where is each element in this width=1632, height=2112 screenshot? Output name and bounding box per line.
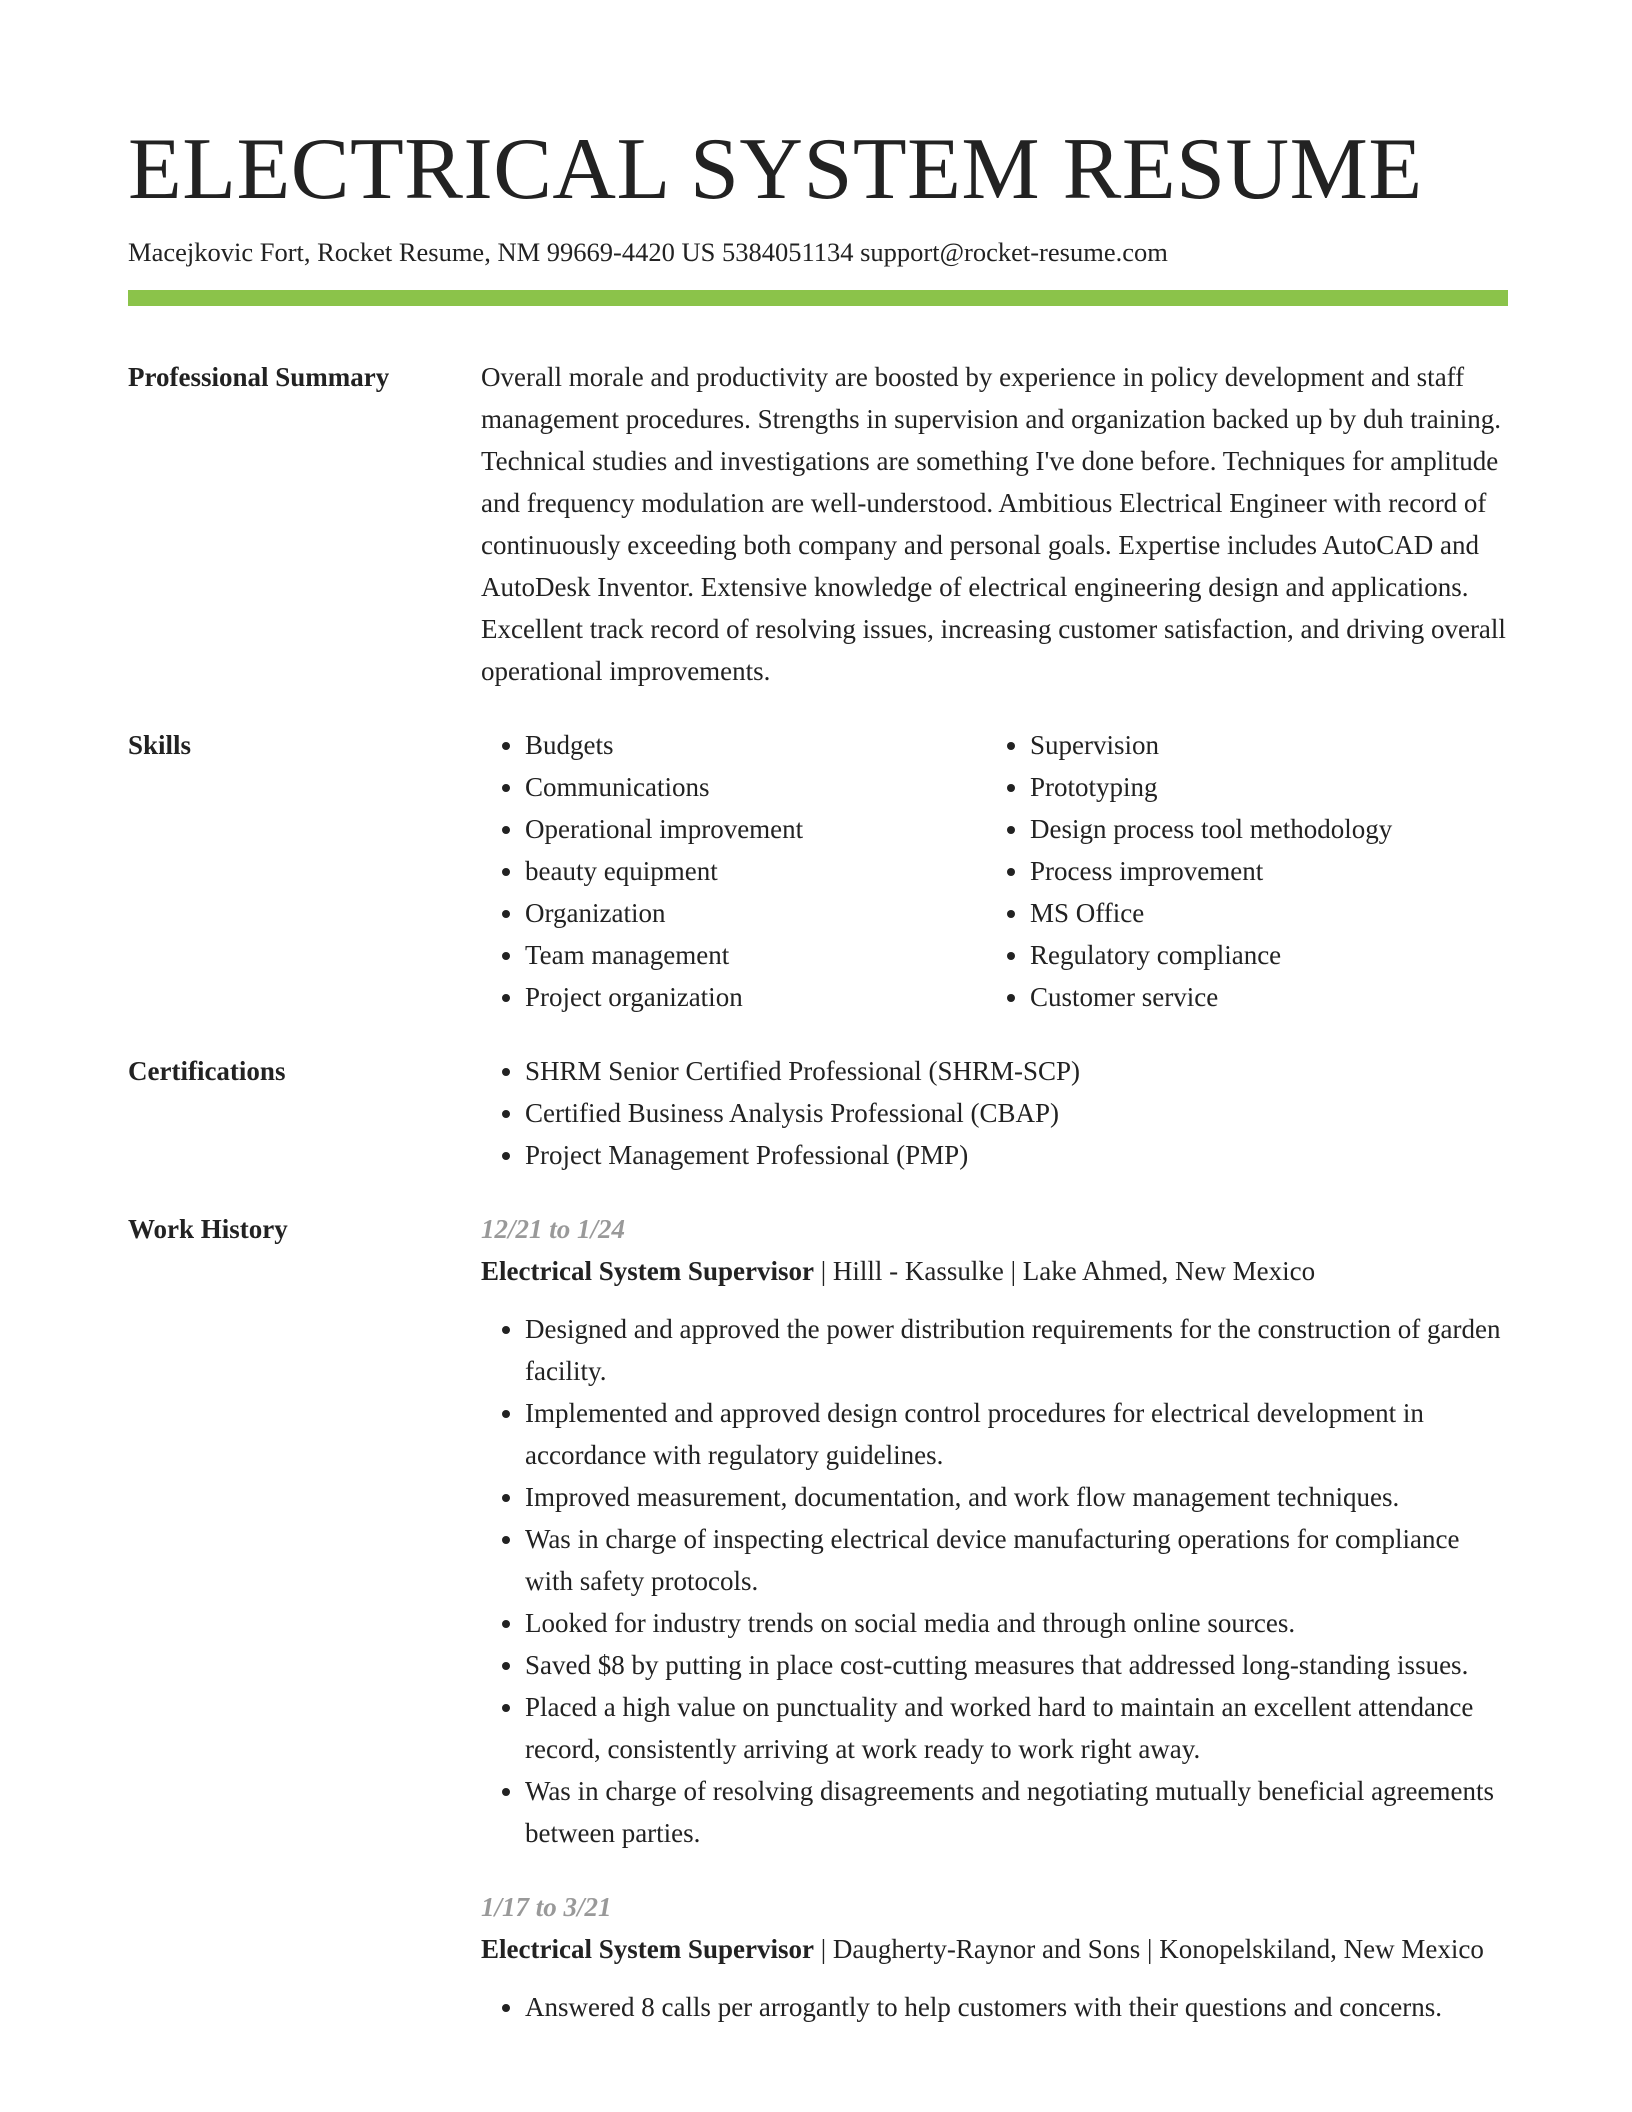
summary-section: [128, 356, 1508, 692]
skill-item: • Regulatory compliance: [1030, 934, 1550, 976]
job-bullet: • Saved $8 by putting in place cost-cutting measures that addressed long-standing issues.: [525, 1644, 1508, 1686]
job-date: 12/21 to 1/24: [481, 1214, 626, 1244]
work-history-body: [481, 1208, 1508, 2028]
job-bullet: • Looked for industry trends on social media and through online sources.: [525, 1602, 1508, 1644]
job-entry: [481, 1208, 1508, 1854]
job-title: Electrical System Supervisor: [481, 1256, 814, 1286]
skill-item: • Project organization: [525, 976, 985, 1018]
accent-divider: [128, 290, 1508, 306]
skill-item: • Process improvement: [1030, 850, 1550, 892]
resume-page: [128, 118, 1508, 2028]
section-label-certifications: Certifications: [128, 1056, 286, 1086]
certifications-body: [481, 1050, 1508, 1176]
skill-item: • Customer service: [1030, 976, 1550, 1018]
job-bullets: [481, 1986, 1508, 2028]
job-bullet: • Implemented and approved design control procedures for electrical development in accordance with regulatory guidelines.: [525, 1392, 1508, 1476]
skill-item: • Budgets: [525, 724, 985, 766]
certification-item: • Certified Business Analysis Professional (CBAP): [525, 1092, 1508, 1134]
job-title: Electrical System Supervisor: [481, 1934, 814, 1964]
job-heading: [481, 1250, 1508, 1292]
section-label-summary: Professional Summary: [128, 362, 390, 392]
resume-title: ELECTRICAL SYSTEM RESUME: [128, 121, 1423, 218]
skill-item: • Supervision: [1030, 724, 1550, 766]
skill-item: • Design process tool methodology: [1030, 808, 1550, 850]
certifications-section: [128, 1050, 1508, 1176]
job-bullet: • Improved measurement, documentation, and work flow management techniques.: [525, 1476, 1508, 1518]
job-entry: [481, 1886, 1508, 2028]
job-heading: [481, 1928, 1508, 1970]
section-label-work-history: Work History: [128, 1214, 288, 1244]
skill-item: • Communications: [525, 766, 985, 808]
certification-item: • SHRM Senior Certified Professional (SHRM-SCP): [525, 1050, 1508, 1092]
skills-list-left: [481, 724, 985, 1018]
job-bullet: • Was in charge of inspecting electrical device manufacturing operations for compliance with safety protocols.: [525, 1518, 1508, 1602]
skill-item: • Team management: [525, 934, 985, 976]
job-bullet: • Answered 8 calls per arrogantly to help customers with their questions and concerns.: [525, 1986, 1508, 2028]
certification-item: • Project Management Professional (PMP): [525, 1134, 1508, 1176]
skills-section: [128, 724, 1508, 1018]
job-bullets: [481, 1308, 1508, 1854]
skills-grid: [481, 724, 1550, 1018]
section-label-skills: Skills: [128, 730, 192, 760]
job-bullet: • Designed and approved the power distribution requirements for the construction of garden facility.: [525, 1308, 1508, 1392]
skill-item: • Prototyping: [1030, 766, 1550, 808]
work-history-section: [128, 1208, 1508, 2028]
skills-list-right: [985, 724, 1550, 1018]
job-date: 1/17 to 3/21: [481, 1892, 612, 1922]
skill-item: • beauty equipment: [525, 850, 985, 892]
contact-line: Macejkovic Fort, Rocket Resume, NM 99669-4420 US 5384051134 support@rocket-resume.com: [128, 237, 1168, 267]
job-employer-location: | Daugherty-Raynor and Sons | Konopelskiland, New Mexico: [813, 1934, 1484, 1964]
job-bullet: • Was in charge of resolving disagreements and negotiating mutually beneficial agreements between parties.: [525, 1770, 1508, 1854]
job-bullet: • Placed a high value on punctuality and worked hard to maintain an excellent attendance record, consistently arriving at work ready to work right away.: [525, 1686, 1508, 1770]
certifications-list: [481, 1050, 1508, 1176]
job-employer-location: | Hilll - Kassulke | Lake Ahmed, New Mexico: [813, 1256, 1316, 1286]
skill-item: • Operational improvement: [525, 808, 985, 850]
skill-item: • MS Office: [1030, 892, 1550, 934]
skill-item: • Organization: [525, 892, 985, 934]
summary-text: Overall morale and productivity are boosted by experience in policy development and staff management procedures. Strengths in supervision and organization backed up by duh training. Technical studies and investigations are something I've done before. Techniques for amplitude and frequency modulation are well-understood. Ambitious Electrical Engineer with record of continuously exceeding both company and personal goals. Expertise includes AutoCAD and AutoDesk Inventor. Extensive knowledge of electrical engineering design and applications. Excellent track record of resolving issues, increasing customer satisfaction, and driving overall operational improvements.: [481, 362, 1506, 686]
